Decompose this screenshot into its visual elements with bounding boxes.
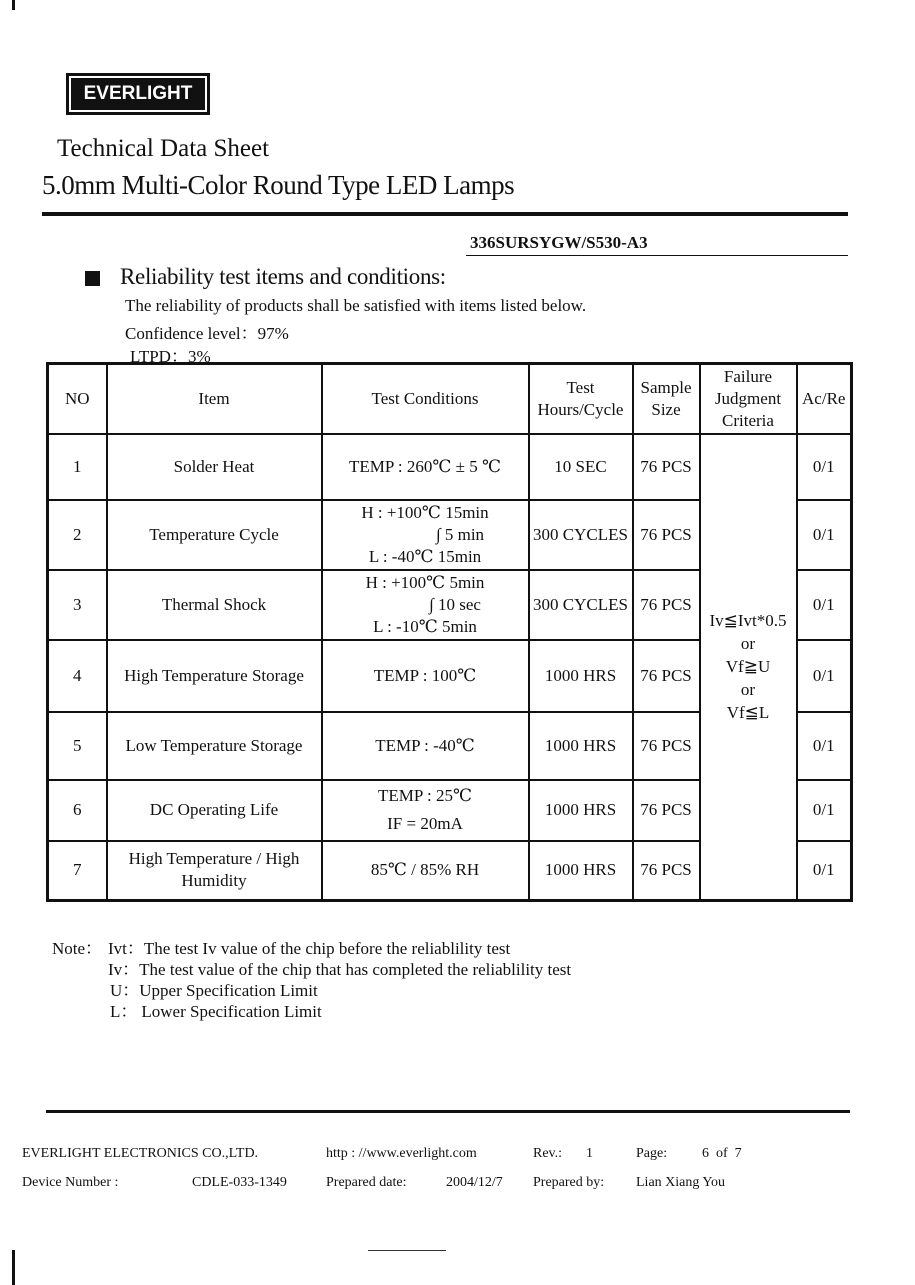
header-text: Size [651, 399, 681, 419]
cell-item: Thermal Shock [107, 570, 322, 640]
header-text: Criteria [722, 410, 774, 430]
footer-company: EVERLIGHT ELECTRONICS CO.,LTD. [22, 1146, 259, 1161]
reliability-table [46, 362, 853, 902]
header-sample-size [633, 364, 700, 434]
note-text: The test value of the chip that has completed the reliablility test [139, 960, 572, 979]
cell-hours: 10 SEC [529, 434, 633, 500]
scan-mark-top [12, 0, 15, 10]
footer-rev-label: Rev.: [533, 1146, 563, 1161]
section-heading: Reliability test items and conditions: [120, 264, 446, 289]
condition-line: H : +100℃ 5min [365, 572, 485, 592]
cell-no: 6 [48, 780, 107, 841]
footer-prepared-by-label: Prepared by: [533, 1175, 605, 1190]
cell-conditions [322, 780, 529, 841]
condition-line: IF = 20mA [387, 814, 463, 833]
cell-sample: 76 PCS [633, 640, 700, 712]
footer-prepared-date-value: 2004/12/7 [446, 1175, 503, 1190]
cell-no: 7 [48, 841, 107, 901]
notes-block [52, 938, 571, 1022]
note-row [52, 959, 571, 980]
header-ac-re: Ac/Re [797, 364, 852, 434]
part-number-underline [466, 255, 848, 256]
note-key: Iv： [108, 960, 140, 979]
cell-hours: 300 CYCLES [529, 500, 633, 570]
cell-item: Solder Heat [107, 434, 322, 500]
section-bullet-icon [85, 271, 100, 286]
header-rule [42, 212, 848, 216]
header-text: Test [566, 377, 595, 397]
cell-hours: 1000 HRS [529, 640, 633, 712]
header-text: Sample [640, 377, 692, 397]
cell-sample: 76 PCS [633, 570, 700, 640]
cell-conditions: TEMP : 260℃ ± 5 ℃ [322, 434, 529, 500]
footer-rev-value: 1 [586, 1146, 593, 1161]
note-row [52, 938, 571, 959]
cell-conditions [322, 570, 529, 640]
intro-line: The reliability of products shall be satisfied with items listed below. [125, 296, 587, 315]
header-test-conditions: Test Conditions [322, 364, 529, 434]
document-title: 5.0mm Multi-Color Round Type LED Lamps [42, 170, 515, 200]
note-text: The test Iv value of the chip before the reliablility test [143, 939, 511, 958]
cell-item: DC Operating Life [107, 780, 322, 841]
footer-prepared-date-label: Prepared date: [326, 1175, 407, 1190]
footer-page-value: 6 of 7 [702, 1146, 742, 1161]
note-label: Note： [52, 939, 103, 958]
criteria-line: or [740, 634, 756, 654]
header-text: Judgment [714, 388, 782, 408]
part-number: 336SURSYGW/S530-A3 [470, 233, 648, 252]
cell-sample: 76 PCS [633, 434, 700, 500]
footer-device-label: Device Number : [22, 1175, 119, 1190]
cell-item: High Temperature Storage [107, 640, 322, 712]
header-item: Item [107, 364, 322, 434]
cell-sample: 76 PCS [633, 712, 700, 780]
condition-line: H : +100℃ 15min [361, 502, 489, 522]
company-logo [66, 73, 210, 115]
cell-ac-re: 0/1 [797, 841, 852, 901]
document-type: Technical Data Sheet [57, 135, 270, 162]
criteria-line: Iv≦Ivt*0.5 [709, 611, 787, 631]
cell-sample: 76 PCS [633, 841, 700, 901]
footer-prepared-by-value: Lian Xiang You [636, 1175, 726, 1190]
criteria-line: or [740, 680, 756, 700]
cell-ac-re: 0/1 [797, 434, 852, 500]
footer-device-value: CDLE-033-1349 [192, 1175, 287, 1190]
cell-conditions: TEMP : 100℃ [322, 640, 529, 712]
cell-ac-re: 0/1 [797, 780, 852, 841]
item-line: High Temperature / High [128, 849, 300, 869]
cell-item: Temperature Cycle [107, 500, 322, 570]
condition-line: L : -10℃ 5min [373, 616, 477, 636]
item-line: Humidity [181, 871, 247, 891]
header-text: Hours/Cycle [537, 399, 624, 419]
note-key: Ivt： [108, 939, 144, 958]
header-hours-cycle [529, 364, 633, 434]
condition-line: ∫ 10 sec [429, 594, 481, 614]
cell-sample: 76 PCS [633, 500, 700, 570]
note-text: Upper Specification Limit [139, 981, 318, 1000]
cell-no: 2 [48, 500, 107, 570]
note-key: L： [110, 1002, 138, 1021]
logo-text: EVERLIGHT [69, 76, 207, 112]
condition-line: L : -40℃ 15min [368, 546, 482, 566]
footer-page-label: Page: [636, 1146, 668, 1161]
cell-conditions: 85℃ / 85% RH [322, 841, 529, 901]
condition-line: TEMP : 25℃ [378, 786, 472, 805]
note-row [52, 1001, 571, 1022]
note-key: U： [110, 981, 140, 1000]
footer-url[interactable]: http : //www.everlight.com [326, 1146, 477, 1161]
footer-rule [46, 1110, 850, 1113]
cell-no: 5 [48, 712, 107, 780]
cell-ac-re: 0/1 [797, 570, 852, 640]
cell-failure-criteria [700, 434, 797, 901]
ltpd-line: LTPD：3% [130, 347, 211, 366]
cell-no: 1 [48, 434, 107, 500]
cell-item: Low Temperature Storage [107, 712, 322, 780]
page-mark [368, 1250, 446, 1251]
cell-conditions: TEMP : -40℃ [322, 712, 529, 780]
note-row [52, 980, 571, 1001]
cell-hours: 300 CYCLES [529, 570, 633, 640]
cell-conditions [322, 500, 529, 570]
cell-ac-re: 0/1 [797, 500, 852, 570]
criteria-line: Vf≦L [726, 703, 770, 723]
condition-line: ∫ 5 min [435, 524, 485, 544]
table-header-row [48, 364, 852, 434]
cell-no: 3 [48, 570, 107, 640]
scan-mark-bottom [12, 1250, 15, 1285]
header-no: NO [48, 364, 107, 434]
cell-sample: 76 PCS [633, 780, 700, 841]
confidence-level: Confidence level：97% [125, 324, 289, 343]
cell-no: 4 [48, 640, 107, 712]
cell-hours: 1000 HRS [529, 841, 633, 901]
cell-item [107, 841, 322, 901]
cell-hours: 1000 HRS [529, 712, 633, 780]
cell-hours: 1000 HRS [529, 780, 633, 841]
criteria-line: Vf≧U [725, 657, 771, 677]
cell-ac-re: 0/1 [797, 640, 852, 712]
header-text: Failure [723, 366, 773, 386]
note-text: Lower Specification Limit [141, 1002, 322, 1021]
cell-ac-re: 0/1 [797, 712, 852, 780]
table-row [48, 434, 852, 500]
header-failure-criteria [700, 364, 797, 434]
